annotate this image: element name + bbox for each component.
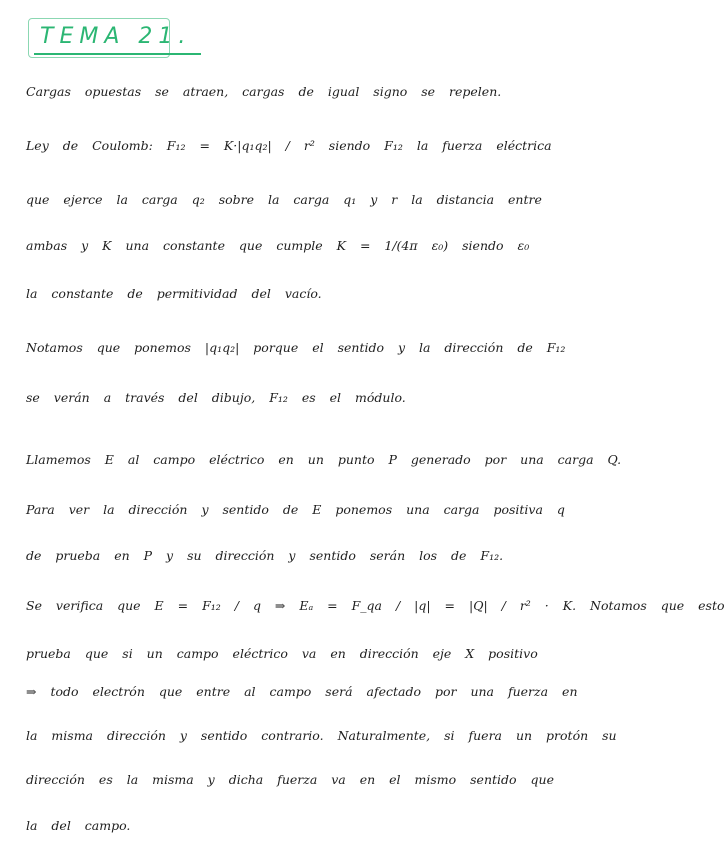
note-line-6: Notamos que ponemos |q₁q₂| porque el sentido y la dirección de F₁₂: [26, 340, 566, 355]
note-line-4: ambas y K una constante que cumple K = 1/(4π ε₀) siendo ε₀: [26, 238, 530, 253]
note-line-5: la constante de permitividad del vacío.: [26, 286, 322, 301]
note-line-8: Llamemos E al campo eléctrico en un punto P generado por una carga Q.: [26, 452, 622, 467]
note-line-1: Cargas opuestas se atraen, cargas de igual signo se repelen.: [26, 84, 502, 99]
note-line-13: ⇒ todo electrón que entre al campo será afectado por una fuerza en: [26, 684, 578, 699]
page-title: TEMA 21.: [34, 22, 201, 55]
note-line-7: se verán a través del dibujo, F₁₂ es el módulo.: [26, 390, 406, 405]
note-line-14: la misma dirección y sentido contrario. Naturalmente, si fuera un protón su: [26, 728, 617, 743]
note-line-9: Para ver la dirección y sentido de E ponemos una carga positiva q: [26, 502, 565, 517]
note-line-15: dirección es la misma y dicha fuerza va en el mismo sentido que: [26, 772, 554, 787]
note-line-10: de prueba en P y su dirección y sentido serán los de F₁₂.: [26, 548, 504, 563]
note-line-2: Ley de Coulomb: F₁₂ = K·|q₁q₂| / r² siendo F₁₂ la fuerza eléctrica: [26, 138, 552, 153]
note-line-11: Se verifica que E = F₁₂ / q ⇒ Eₐ = F_qa / |q| = |Q| / r² · K. Notamos que esto: [26, 598, 725, 613]
note-line-16: la del campo.: [26, 818, 131, 833]
note-line-3: que ejerce la carga q₂ sobre la carga q₁ y r la distancia entre: [26, 192, 542, 207]
note-line-12: prueba que si un campo eléctrico va en dirección eje X positivo: [26, 646, 538, 661]
